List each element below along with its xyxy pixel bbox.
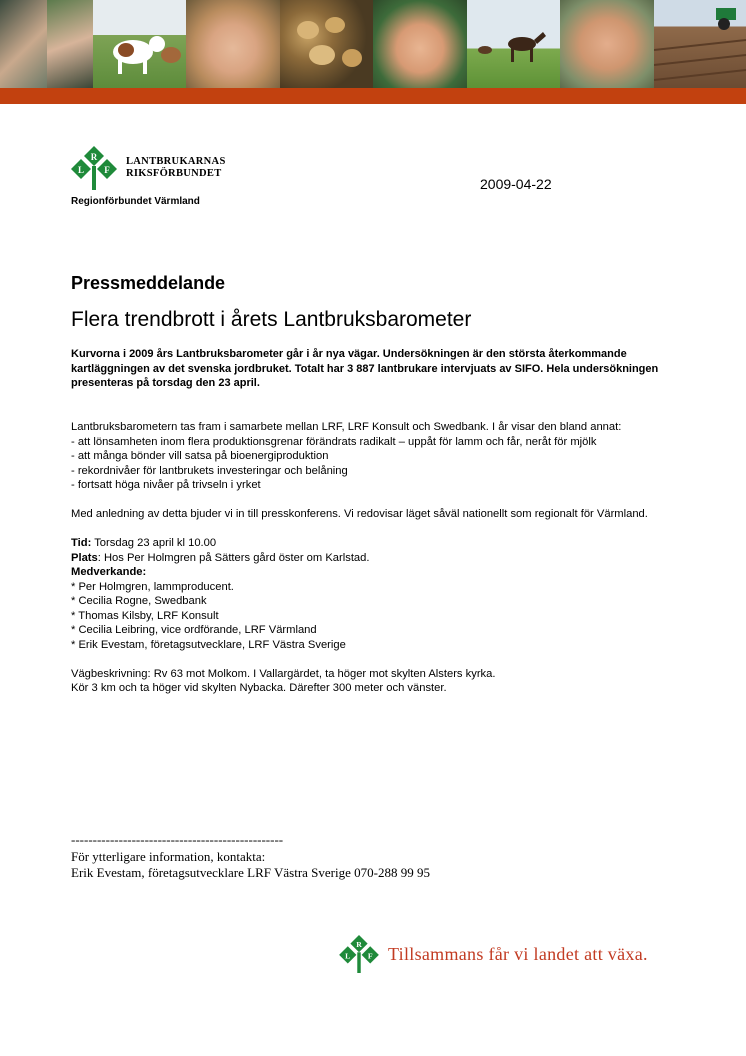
document-type-heading: Pressmeddelande: [71, 273, 226, 293]
time-line: [71, 536, 681, 551]
time-label: Tid:: [71, 537, 92, 549]
directions-line: Vägbeskrivning: Rv 63 mot Molkom. I Vallargärdet, ta höger mot skylten Alsters kyrka.: [71, 667, 496, 680]
banner-photo-woman: [186, 0, 280, 88]
lrf-logo: [70, 146, 226, 190]
slogan-text: Tillsammans får vi landet att växa.: [388, 943, 648, 964]
bullet-item: - rekordnivåer för lantbrukets investeringar och belåning: [71, 464, 348, 477]
bullet-item: - fortsatt höga nivåer på trivseln i yrket: [71, 479, 261, 491]
lead-paragraph: Kurvorna i 2009 års Lantbruksbarometer går i år nya vägar. Undersökningen är den största återkommande kartläggningen av det svenska jordbruket. Totalt har 3 887 lantbrukare intervjuats av SIFO. Hela undersökningen presenteras på torsdag den 23 april.: [71, 348, 659, 389]
page-title: Flera trendbrott i årets Lantbruksbarometer: [71, 308, 472, 331]
banner-photo-potatoes: [280, 0, 373, 88]
contact-footer: [71, 832, 430, 882]
contact-person: Erik Evestam, företagsutvecklare LRF Västra Sverige 070-288 99 95: [71, 865, 430, 880]
place-label: Plats: [71, 551, 98, 564]
horse-icon: [467, 0, 560, 88]
banner-stripe: [0, 88, 746, 104]
participant-item: * Cecilia Rogne, Swedbank: [71, 595, 207, 607]
banner-photo-young-man: [373, 0, 467, 88]
banner-photo-man-closeup: [560, 0, 654, 88]
slogan: [338, 935, 648, 973]
cow-icon: [93, 0, 186, 88]
logo-line-1: LANTBRUKARNAS: [126, 156, 226, 167]
bullet-item: - att många bönder vill satsa på bioenergiproduktion: [71, 450, 329, 462]
logo-line-2: RIKSFÖRBUNDET: [126, 168, 222, 179]
lrf-tree-icon: [338, 935, 380, 973]
place-value: : Hos Per Holmgren på Sätters gård öster om Karlstad.: [97, 551, 370, 564]
svg-text:F: F: [104, 165, 110, 175]
footer-rule: -------------------------------------------------: [71, 832, 284, 847]
participant-item: * Thomas Kilsby, LRF Konsult: [71, 609, 219, 622]
invite-paragraph: Med anledning av detta bjuder vi in till presskonferens. Vi redovisar läget såväl nationellt som regionalt för Värmland.: [71, 508, 648, 520]
press-body: [71, 420, 681, 696]
bullet-item: - att lönsamheten inom flera produktionsgrenar förändrats radikalt – uppåt för lamm och får, neråt för mjölk: [71, 435, 597, 448]
press-date: 2009-04-22: [480, 176, 552, 192]
svg-text:R: R: [90, 152, 98, 162]
svg-text:L: L: [77, 165, 85, 175]
photo-banner: [0, 0, 746, 88]
participants-label: Medverkande:: [71, 566, 147, 578]
banner-photo-tractor: [654, 0, 746, 88]
directions-line: Kör 3 km och ta höger vid skylten Nybacka. Därefter 300 meter och vänster.: [71, 682, 447, 694]
logo-wordmark: [126, 156, 226, 180]
potato-icon: [280, 0, 373, 88]
region-name: Regionförbundet Värmland: [71, 196, 200, 207]
time-value: Torsdag 23 april kl 10.00: [91, 537, 217, 549]
svg-text:R: R: [356, 940, 362, 950]
banner-photo-horses: [467, 0, 560, 88]
lrf-tree-icon: [70, 146, 118, 190]
banner-photo-man-side: [47, 0, 93, 88]
contact-label: För ytterligare information, kontakta:: [71, 848, 266, 864]
participant-item: * Cecilia Leibring, vice ordförande, LRF Värmland: [71, 624, 317, 636]
tractor-icon: [654, 0, 746, 88]
place-line: [71, 551, 681, 566]
banner-photo-cows: [93, 0, 186, 88]
participant-item: * Per Holmgren, lammproducent.: [71, 580, 234, 593]
participant-item: * Erik Evestam, företagsutvecklare, LRF Västra Sverige: [71, 638, 346, 651]
banner-photo-older-man: [0, 0, 47, 88]
intro-paragraph: Lantbruksbarometern tas fram i samarbete mellan LRF, LRF Konsult och Swedbank. I år visar den bland annat:: [71, 421, 622, 433]
svg-text:F: F: [367, 951, 373, 961]
svg-text:L: L: [345, 951, 351, 961]
